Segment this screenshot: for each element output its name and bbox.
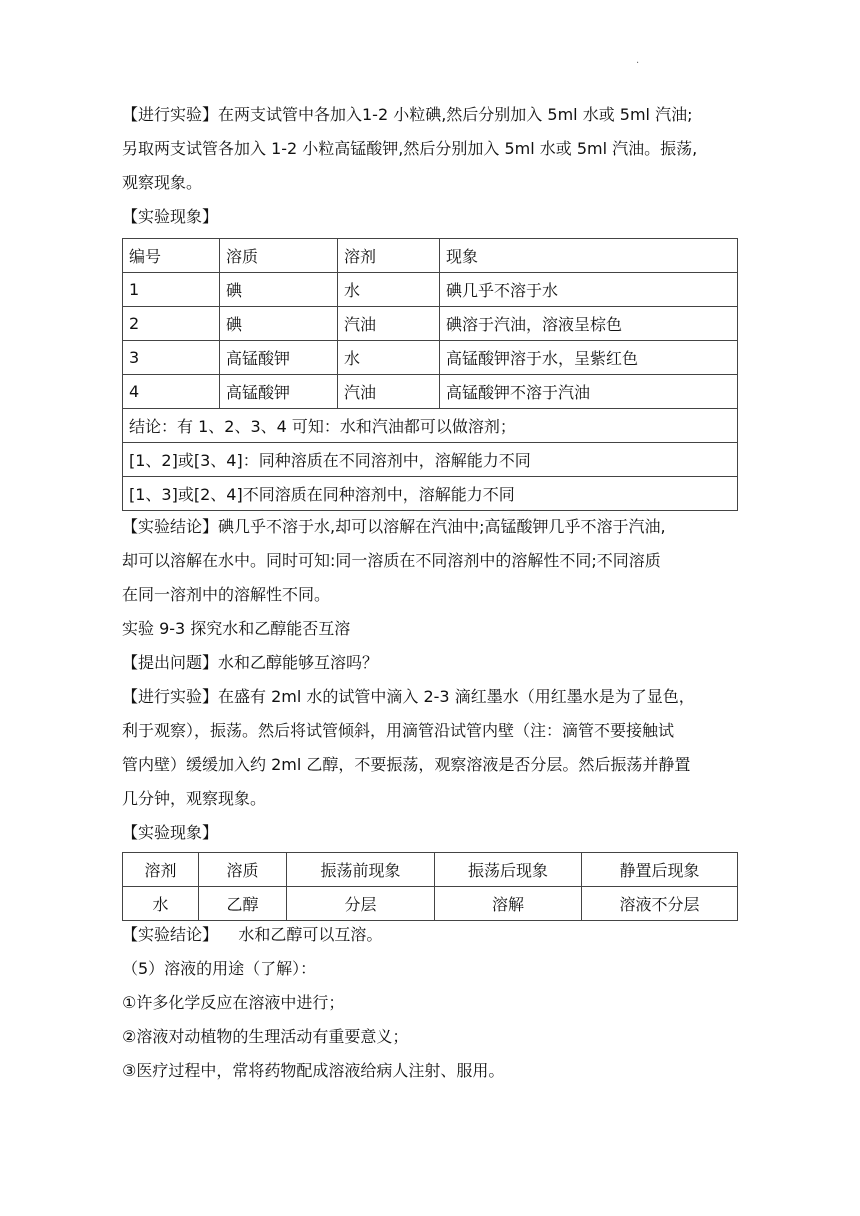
- table-header-row: [123, 239, 738, 273]
- conclusion-line-1: 【实验结论】碘几乎不溶于水,却可以溶解在汽油中;高锰酸钾几乎不溶于汽油,: [122, 517, 666, 536]
- table-row: [123, 375, 738, 409]
- conclusion-row: [123, 477, 738, 511]
- header-cell: 溶质: [220, 239, 338, 273]
- table-cell: 2: [123, 307, 220, 341]
- header-cell: 振荡前现象: [287, 853, 435, 887]
- table-cell: 溶解: [435, 887, 582, 921]
- header-cell: 溶剂: [338, 239, 440, 273]
- header-cell: 现象: [440, 239, 738, 273]
- table-cell: 碘几乎不溶于水: [440, 273, 738, 307]
- conclusion-cell: [1、2]或[3、4]：同种溶质在不同溶剂中，溶解能力不同: [123, 443, 738, 477]
- procedure-line-3: 观察现象。: [122, 173, 203, 192]
- table-cell: 碘溶于汽油，溶液呈棕色: [440, 307, 738, 341]
- header-cell: 振荡后现象: [435, 853, 582, 887]
- conclusion-line-3: 在同一溶剂中的溶解性不同。: [122, 585, 331, 604]
- conclusion2-line: 【实验结论】 水和乙醇可以互溶。: [122, 925, 383, 944]
- table-cell: 高锰酸钾: [220, 375, 338, 409]
- table-cell: 水: [338, 273, 440, 307]
- conclusion-row: [123, 443, 738, 477]
- table-cell: 1: [123, 273, 220, 307]
- table-cell: 汽油: [338, 375, 440, 409]
- table-row: [123, 341, 738, 375]
- use-item-1: ①许多化学反应在溶液中进行；: [122, 993, 345, 1012]
- table-cell: 水: [123, 887, 199, 921]
- procedure2-line-3: 管内壁）缓缓加入约 2ml 乙醇，不要振荡，观察溶液是否分层。然后振荡并静置: [122, 755, 691, 774]
- table-cell: 碘: [220, 307, 338, 341]
- table-row: [123, 887, 738, 921]
- table-row: [123, 273, 738, 307]
- table-cell: 水: [338, 341, 440, 375]
- use-item-3: ③医疗过程中，常将药物配成溶液给病人注射、服用。: [122, 1061, 505, 1080]
- conclusion-row: [123, 409, 738, 443]
- table-header-row: [123, 853, 738, 887]
- table-cell: 4: [123, 375, 220, 409]
- phenomenon2-heading: 【实验现象】: [122, 823, 219, 842]
- table-cell: 高锰酸钾溶于水，呈紫红色: [440, 341, 738, 375]
- header-cell: 编号: [123, 239, 220, 273]
- conclusion-cell: 结论：有 1、2、3、4 可知：水和汽油都可以做溶剂；: [123, 409, 738, 443]
- table-row: [123, 307, 738, 341]
- header-cell: 溶剂: [123, 853, 199, 887]
- header-cell: 静置后现象: [582, 853, 738, 887]
- water-ethanol-table: [122, 852, 738, 921]
- conclusion-line-2: 却可以溶解在水中。同时可知:同一溶质在不同溶剂中的溶解性不同;不同溶质: [122, 551, 661, 570]
- procedure2-line-4: 几分钟，观察现象。: [122, 789, 267, 808]
- question-line: 【提出问题】水和乙醇能够互溶吗？: [122, 653, 379, 672]
- procedure-line-1: 【进行实验】在两支试管中各加入1-2 小粒碘,然后分别加入 5ml 水或 5ml 汽油;: [122, 105, 693, 124]
- table-cell: 汽油: [338, 307, 440, 341]
- table-cell: 分层: [287, 887, 435, 921]
- iodine-permanganate-table: [122, 238, 738, 511]
- table-cell: 乙醇: [199, 887, 287, 921]
- procedure-line-2: 另取两支试管各加入 1-2 小粒高锰酸钾,然后分别加入 5ml 水或 5ml 汽油。振荡,: [122, 139, 698, 158]
- header-cell: 溶质: [199, 853, 287, 887]
- table-cell: 溶液不分层: [582, 887, 738, 921]
- conclusion-cell: [1、3]或[2、4]不同溶质在同种溶剂中，溶解能力不同: [123, 477, 738, 511]
- table-cell: 碘: [220, 273, 338, 307]
- use-item-2: ②溶液对动植物的生理活动有重要意义；: [122, 1027, 409, 1046]
- table-cell: 高锰酸钾: [220, 341, 338, 375]
- experiment-title: 实验 9-3 探究水和乙醇能否互溶: [122, 619, 351, 638]
- uses-heading: （5）溶液的用途（了解）：: [122, 959, 317, 978]
- procedure2-line-2: 利于观察），振荡。然后将试管倾斜，用滴管沿试管内壁（注：滴管不要接触试: [122, 721, 675, 740]
- phenomenon-heading: 【实验现象】: [122, 207, 219, 226]
- procedure2-line-1: 【进行实验】在盛有 2ml 水的试管中滴入 2-3 滴红墨水（用红墨水是为了显色，: [122, 687, 695, 706]
- page-mark: ·: [636, 58, 640, 69]
- table-cell: 3: [123, 341, 220, 375]
- table-cell: 高锰酸钾不溶于汽油: [440, 375, 738, 409]
